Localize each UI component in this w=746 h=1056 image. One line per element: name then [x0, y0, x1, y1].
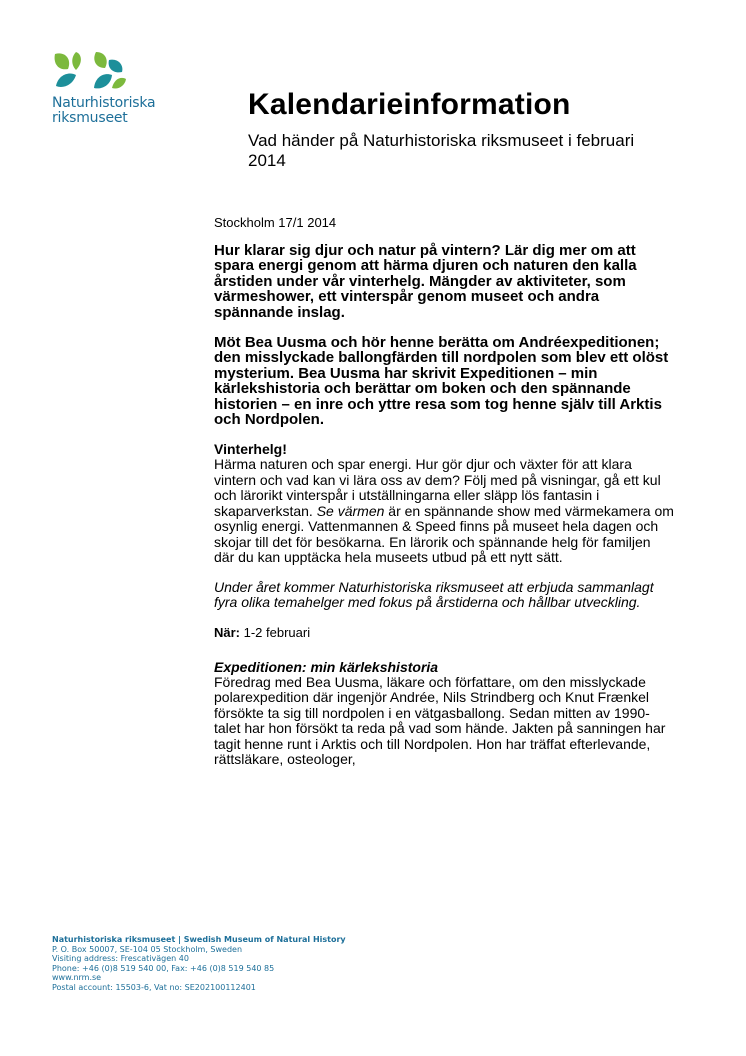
footer-phone: Phone: +46 (0)8 519 540 00, Fax: +46 (0)8 519 540 85 — [52, 963, 275, 973]
when-label: När: — [214, 624, 241, 640]
lead-paragraph: Hur klarar sig djur och natur på vintern? Lär dig mer om att spara energi genom att härma djuren och naturen den kalla årstiden under vår vinterhelg. Mängder av aktiviteter, som värmeshower, ett vinterspår genom museet och andra spännande inslag. — [214, 242, 637, 321]
press-release-body — [214, 215, 674, 782]
event-date — [214, 625, 674, 640]
page-subtitle: Vad händer på Naturhistoriska riksmuseet i februari 2014 — [248, 131, 635, 170]
show-title: Se värmen — [316, 502, 385, 519]
vinterhelg-note: Under året kommer Naturhistoriska riksmuseet att erbjuda sammanlagt fyra olika temahelger med fokus på årstiderna och hållbar utveckling. — [214, 578, 654, 611]
when-value: 1-2 februari — [240, 624, 311, 640]
lead-paragraph: Möt Bea Uusma och hör henne berätta om Andréexpeditionen; den misslyckade ballongfärden till nordpolen som blev ett olöst mysterium. Bea Uusma har skrivit Expeditionen – min kärlekshistoria och berättar om boken och den spännande historien – en inre och yttre resa som tog henne själv till Arktis och Nordpolen. — [214, 334, 669, 429]
section-heading-vinterhelg: Vinterhelg! — [214, 441, 287, 458]
logo-text-line2: riksmuseet — [52, 110, 128, 126]
vinterhelg-text: Härma naturen och spar energi. Hur gör djur och växter för att klara vintern och vad kan vi lära oss av dem? Följ med på visningar, gå ett kul och lärorikt vinterspår i utställningarna eller släpp lös fantasin i skaparverkstan. — [214, 456, 661, 519]
footer-visiting-address: Visiting address: Frescativägen 40 — [52, 954, 189, 963]
footer-postal-address: P. O. Box 50007, SE-104 05 Stockholm, Sweden — [52, 944, 243, 954]
vinterhelg-text: är en spännande show med värmekamera om osynlig energi. Vattenmannen & Speed finns på museet hela dagen och skojar till det för besökarna. En lärorik och spännande helg för familjen där du kan upptäcka hela museets utbud på ett nytt sätt. — [214, 502, 674, 566]
footer-postal-account: Postal account: 15503-6, Vat no: SE202100112401 — [52, 982, 256, 992]
vinterhelg-description — [214, 457, 674, 566]
footer-contact — [52, 935, 346, 992]
footer-organization: Naturhistoriska riksmuseet | Swedish Museum of Natural History — [52, 935, 346, 944]
section-heading-expedition: Expeditionen: min kärlekshistoria — [214, 658, 439, 675]
expedition-description: Föredrag med Bea Uusma, läkare och författare, om den misslyckade polarexpedition där ingenjör Andrée, Nils Strindberg och Knut Frænkel försökte ta sig till nordpolen i en vätgasballong. Sedan mitten av 1990-talet har hon försökt ta reda på vad som hände. Jakten på sanningen har tagit henne runt i Arktis och till Nordpolen. Hon har träffat efterlevande, rättsläkare, osteologer, — [214, 673, 666, 768]
page-title: Kalendarieinformation — [248, 88, 571, 121]
logo-text-line1: Naturhistoriska — [52, 95, 156, 111]
dateline: Stockholm 17/1 2014 — [214, 215, 337, 230]
museum-logo — [52, 50, 162, 126]
footer-website: www.nrm.se — [52, 973, 102, 982]
nrm-leaf-logo-icon — [52, 50, 128, 90]
